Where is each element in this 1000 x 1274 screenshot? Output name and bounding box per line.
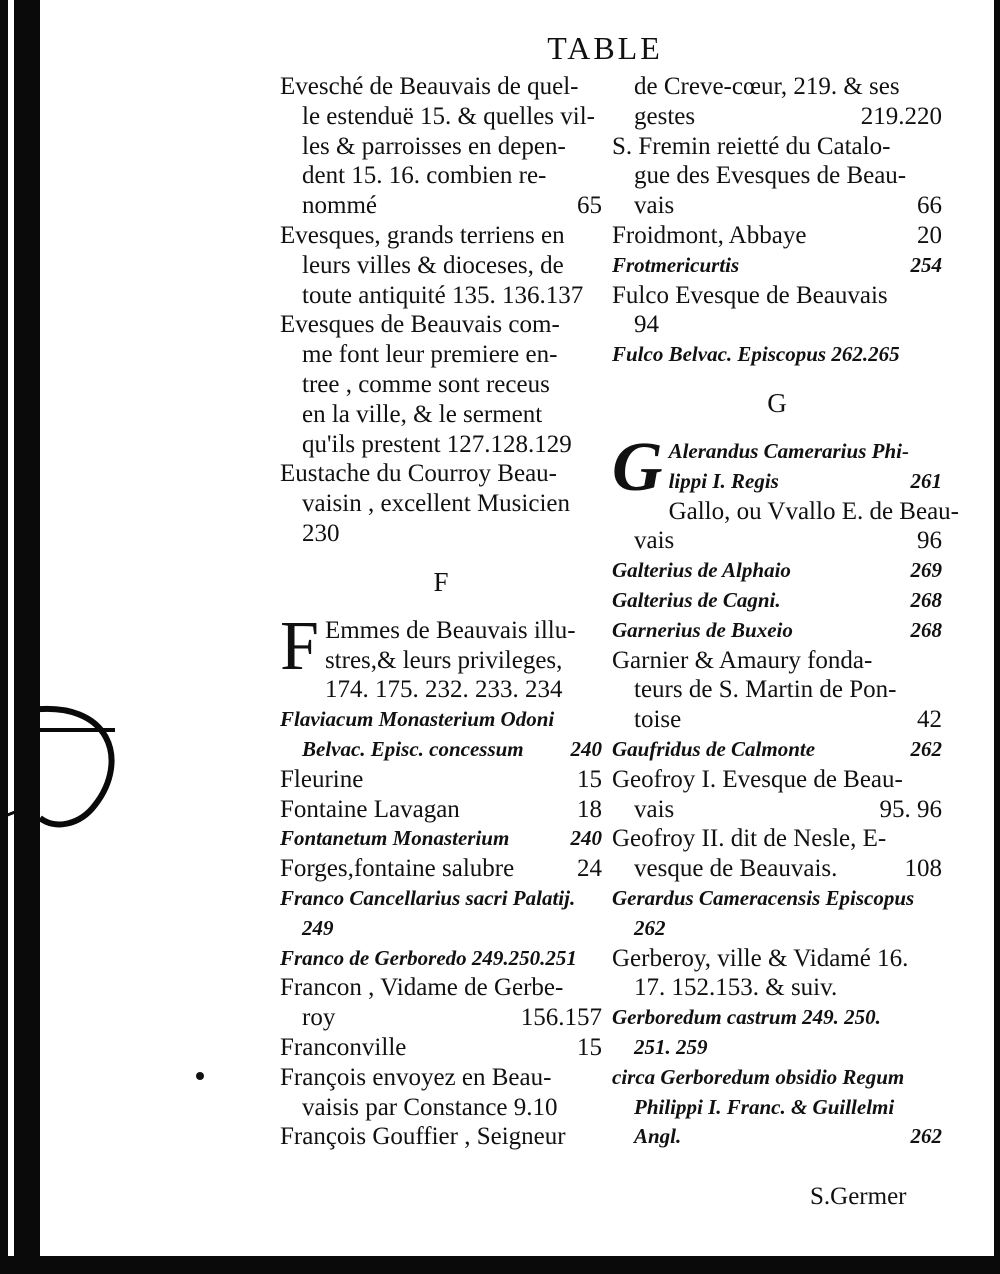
- drop-cap: F: [280, 607, 319, 685]
- entry-text: 230: [302, 519, 340, 547]
- entry-line: [612, 132, 942, 162]
- entry-line: [280, 973, 602, 1003]
- entry-line: [280, 191, 602, 221]
- entry-line: [612, 944, 942, 974]
- page-reference: 15: [577, 765, 602, 793]
- entry-line: [280, 251, 602, 281]
- entry-line: [280, 221, 602, 251]
- entry-line: [612, 102, 942, 132]
- entry-line: [669, 467, 942, 497]
- page-reference: 108: [904, 855, 942, 883]
- index-entry: [280, 1122, 602, 1152]
- index-entry: [612, 428, 942, 506]
- entry-text: roy: [302, 1004, 336, 1032]
- page-reference: 66: [917, 192, 942, 220]
- entry-text: toute antiquité 135. 136.137: [302, 281, 584, 309]
- binding-clip-icon: [0, 690, 130, 840]
- entry-line: [280, 370, 602, 400]
- entry-text: vais: [634, 527, 675, 555]
- index-entry: [280, 221, 602, 310]
- entry-text: tree , comme sont receus: [302, 370, 550, 398]
- entry-line: [280, 1063, 602, 1093]
- entry-text: François envoyez en Beau-: [280, 1063, 552, 1091]
- index-entry: [612, 1003, 942, 1063]
- entry-line: [280, 132, 602, 162]
- entry-line: [280, 675, 602, 705]
- entry-text: S. Fremin reietté du Catalo-: [612, 132, 891, 160]
- entry-line: [280, 72, 602, 102]
- entry-text: les & parroisses en depen-: [302, 132, 566, 160]
- index-entry: [280, 1063, 602, 1123]
- entry-line: [612, 586, 942, 616]
- index-entry: [280, 705, 602, 765]
- entry-line: [612, 616, 942, 646]
- index-entry: [280, 824, 602, 854]
- entry-text: toise: [634, 706, 682, 734]
- page-reference: 262: [910, 736, 942, 761]
- entry-text: Emmes de Beauvais illu-: [324, 616, 576, 644]
- entry-text: Froidmont, Abbaye: [612, 221, 807, 249]
- index-column-left: [280, 72, 602, 1152]
- scan-border-left: [0, 0, 8, 1274]
- index-entry: [280, 1033, 602, 1063]
- entry-text: 174. 175. 232. 233. 234: [324, 676, 563, 704]
- entry-text: Galterius de Cagni.: [612, 587, 781, 612]
- entry-text: vaisis par Constance 9.10: [302, 1093, 558, 1121]
- book-spine-shadow: [14, 0, 40, 1274]
- index-entry: [280, 607, 602, 705]
- entry-text: Gerboredum castrum 249. 250.: [612, 1005, 881, 1030]
- entry-text: Alerandus Camerarius Phi-: [668, 438, 909, 463]
- index-entry: [280, 854, 602, 884]
- page-reference: 219.220: [860, 102, 942, 130]
- entry-line: [280, 1093, 602, 1123]
- entry-line: [280, 340, 602, 370]
- entry-text: Garnerius de Buxeio: [612, 617, 793, 642]
- entry-text: Eustache du Courroy Beau-: [280, 460, 558, 488]
- entry-text: Geofroy II. dit de Nesle, E-: [612, 825, 887, 853]
- entry-line: [280, 1033, 602, 1063]
- index-entry: [280, 72, 602, 221]
- section-spacer: [280, 598, 602, 616]
- entry-text: Belvac. Episc. concessum: [302, 736, 524, 761]
- entry-line: [280, 459, 602, 489]
- entry-text: Evesques de Beauvais com-: [280, 311, 560, 339]
- entry-line: [612, 556, 942, 586]
- entry-text: teurs de S. Martin de Pon-: [634, 676, 897, 704]
- entry-line: [612, 526, 942, 556]
- index-entry: [612, 735, 942, 765]
- entry-line: [280, 735, 602, 765]
- entry-text: 251. 259: [634, 1034, 708, 1059]
- page-reference: 262: [910, 1124, 942, 1149]
- entry-text: Fontaine Lavagan: [280, 795, 460, 823]
- page-reference: 96: [917, 527, 942, 555]
- index-entry: [612, 132, 942, 221]
- index-entry: [280, 459, 602, 548]
- section-letter: G: [767, 387, 787, 418]
- index-entry: [612, 281, 942, 341]
- page-reference: 42: [917, 706, 942, 734]
- entry-line: [612, 1093, 942, 1123]
- entry-line: [280, 795, 602, 825]
- entry-text: Geofroy I. Evesque de Beau-: [612, 765, 903, 793]
- entry-text: Fontanetum Monasterium: [280, 826, 510, 851]
- entry-line: [280, 765, 602, 795]
- index-entry: [612, 340, 942, 370]
- entry-text: vaisin , excellent Musicien: [302, 490, 570, 518]
- index-entry: [612, 824, 942, 884]
- entry-text: gue des Evesques de Beau-: [634, 162, 907, 190]
- entry-text: François Gouffier , Seigneur: [280, 1123, 566, 1151]
- entry-text: leurs villes & dioceses, de: [302, 251, 564, 279]
- page-reference: 268: [910, 587, 942, 612]
- entry-line: [612, 1003, 942, 1033]
- page-reference: 15: [577, 1033, 602, 1061]
- entry-text: Evesques, grands terriens en: [280, 221, 565, 249]
- entry-text: Angl.: [634, 1124, 682, 1149]
- entry-line: [612, 72, 942, 102]
- entry-text: qu'ils prestent 127.128.129: [302, 430, 572, 458]
- index-entry: [612, 646, 942, 735]
- entry-text: 94: [634, 311, 659, 339]
- entry-line: [280, 281, 602, 311]
- entry-text: Galterius de Alphaio: [612, 558, 791, 583]
- entry-line: [280, 854, 602, 884]
- index-column-right: [612, 72, 960, 1152]
- entry-line: [280, 1122, 602, 1152]
- index-entry: [612, 1063, 942, 1152]
- entry-line: [280, 884, 602, 914]
- entry-line: [612, 161, 942, 191]
- index-entry: [280, 944, 602, 974]
- index-entry: [280, 884, 602, 944]
- entry-line: [280, 400, 602, 430]
- index-entry: [280, 795, 602, 825]
- section-spacer: [612, 370, 942, 388]
- entry-text: Gaufridus de Calmonte: [612, 736, 816, 761]
- entry-text: Franco de Gerboredo 249.250.251: [280, 945, 577, 970]
- entry-text: 249: [302, 915, 334, 940]
- entry-line: [612, 675, 942, 705]
- page-reference: 261: [910, 468, 942, 493]
- entry-text: Fulco Belvac. Episcopus 262.265: [612, 342, 900, 367]
- entry-text: 262: [634, 915, 666, 940]
- entry-text: circa Gerboredum obsidio Regum: [612, 1064, 905, 1089]
- entry-line: [612, 973, 942, 1003]
- entry-line: [612, 705, 942, 735]
- entry-line: [612, 221, 942, 251]
- section-letter: F: [433, 566, 449, 597]
- entry-text: Garnier & Amaury fonda-: [612, 646, 873, 674]
- entry-line: [612, 310, 942, 340]
- entry-text: dent 15. 16. combien re-: [302, 162, 547, 190]
- index-entry: [612, 221, 942, 251]
- page-reference: 20: [917, 221, 942, 249]
- entry-line: [612, 1122, 942, 1152]
- drop-cap: G: [612, 428, 663, 506]
- entry-text: nommé: [302, 192, 377, 220]
- scan-border-bottom: [0, 1256, 1000, 1274]
- page-reference: 18: [577, 795, 602, 823]
- index-entry: [612, 616, 942, 646]
- entry-line: [612, 251, 942, 281]
- entry-text: Philippi I. Franc. & Guillelmi: [634, 1094, 895, 1119]
- index-entry: [612, 251, 942, 281]
- page-reference: 240: [570, 736, 602, 761]
- entry-line: [612, 191, 942, 221]
- entry-line: [280, 430, 602, 460]
- catchword: S.Germer: [810, 1183, 907, 1210]
- index-entry: [612, 72, 942, 132]
- page-reference: 254: [910, 252, 942, 277]
- entry-line: [280, 824, 602, 854]
- entry-line: [280, 914, 602, 944]
- entry-line: [612, 914, 942, 944]
- entry-text: stres,& leurs privileges,: [324, 646, 563, 674]
- entry-text: Frotmericurtis: [612, 252, 740, 277]
- entry-text: vais: [634, 192, 675, 220]
- entry-text: le estenduë 15. & quelles vil-: [302, 102, 595, 130]
- entry-text: gestes: [634, 102, 696, 130]
- entry-text: vesque de Beauvais.: [634, 855, 838, 883]
- entry-line: [612, 1033, 942, 1063]
- index-entry: [280, 973, 602, 1033]
- entry-line: [612, 735, 942, 765]
- page-reference: 65: [577, 192, 602, 220]
- entry-line: [612, 795, 942, 825]
- entry-text: vais: [634, 795, 675, 823]
- index-entry: [612, 944, 942, 1004]
- entry-line: [280, 944, 602, 974]
- index-entry: [612, 586, 942, 616]
- entry-line: [280, 519, 602, 549]
- entry-line: [612, 884, 942, 914]
- entry-line: [280, 646, 602, 676]
- entry-line: [280, 310, 602, 340]
- entry-text: me font leur premiere en-: [302, 341, 558, 369]
- entry-line: [280, 161, 602, 191]
- entry-text: en la ville, & le serment: [302, 400, 543, 428]
- index-entry: [612, 765, 942, 825]
- entry-text: lippi I. Regis: [668, 468, 779, 493]
- entry-text: de Creve-cœur, 219. & ses: [634, 73, 900, 100]
- entry-text: Francon , Vidame de Gerbe-: [280, 974, 564, 1002]
- entry-text: Gallo, ou Vvallo E. de Beau-: [668, 497, 960, 525]
- page-reference: 24: [577, 855, 602, 883]
- index-entry: [280, 310, 602, 459]
- entry-line: [612, 646, 942, 676]
- page-reference: 269: [910, 558, 942, 583]
- page-reference: 95. 96: [879, 795, 942, 823]
- running-head: TABLE: [547, 30, 663, 66]
- entry-text: Gerberoy, ville & Vidamé 16.: [612, 944, 909, 972]
- entry-text: 17. 152.153. & suiv.: [634, 974, 838, 1002]
- scan-border-right: [994, 0, 1000, 1274]
- entry-text: Fulco Evesque de Beauvais: [612, 281, 888, 309]
- entry-line: [612, 1063, 942, 1093]
- section-spacer: [280, 549, 602, 567]
- entry-line: [612, 824, 942, 854]
- entry-line: [280, 616, 602, 646]
- page-reference: 156.157: [520, 1004, 602, 1032]
- entry-line: [280, 102, 602, 132]
- entry-text: Evesché de Beauvais de quel-: [280, 73, 579, 100]
- entry-line: [612, 340, 942, 370]
- entry-line: [280, 1003, 602, 1033]
- entry-text: Flaviacum Monasterium Odoni: [280, 707, 555, 732]
- page-reference: 240: [570, 826, 602, 851]
- entry-line: [280, 705, 602, 735]
- entry-text: Fleurine: [280, 765, 364, 793]
- entry-text: Gerardus Cameracensis Episcopus: [612, 885, 915, 910]
- entry-line: [612, 854, 942, 884]
- index-entry: [280, 765, 602, 795]
- entry-text: Forges,fontaine salubre: [280, 855, 515, 883]
- entry-line: [280, 489, 602, 519]
- ink-speck: [196, 1072, 204, 1080]
- entry-line: [612, 765, 942, 795]
- entry-text: Franco Cancellarius sacri Palatij.: [280, 885, 576, 910]
- page-reference: 268: [910, 617, 942, 642]
- index-entry: [612, 884, 942, 944]
- index-entry: [612, 556, 942, 586]
- entry-text: Franconville: [280, 1033, 407, 1061]
- entry-line: [612, 281, 942, 311]
